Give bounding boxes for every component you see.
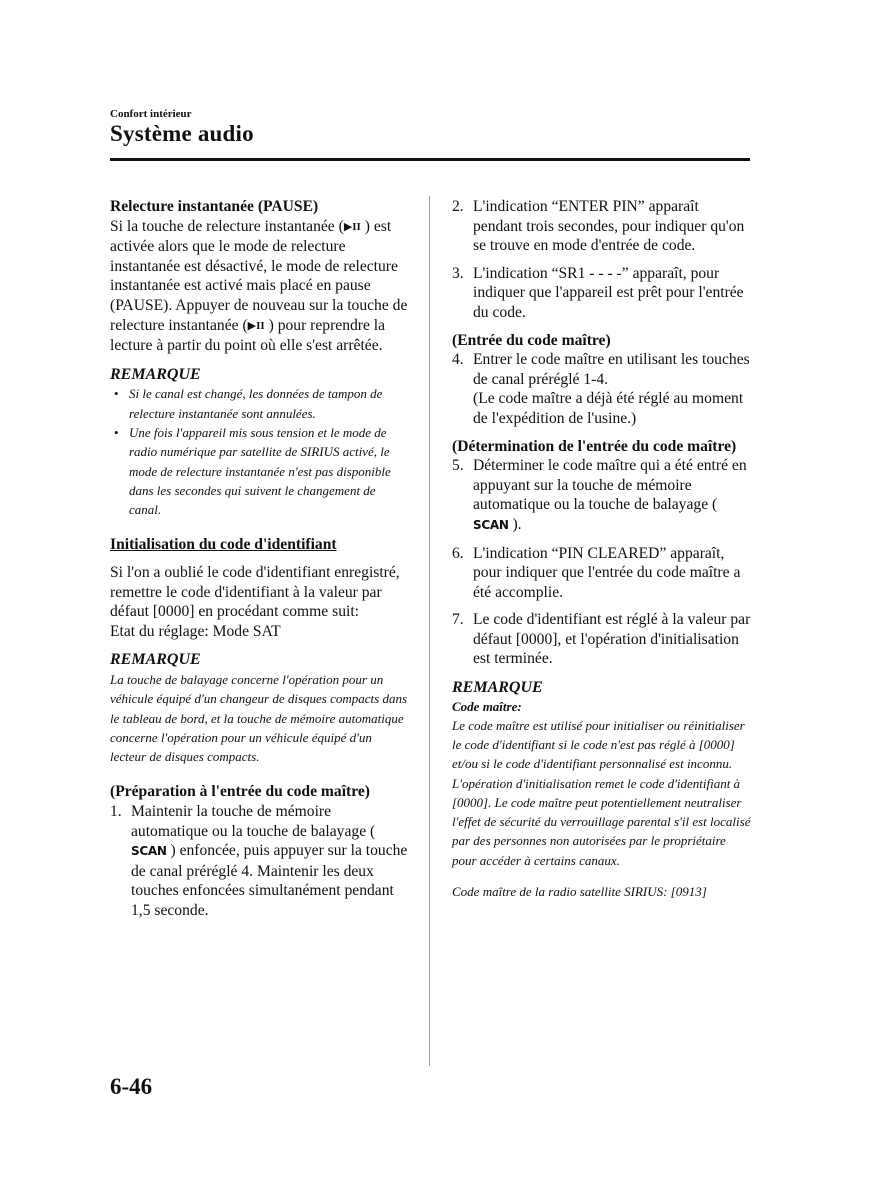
init-paragraph: Si l'on a oublié le code d'identifiant enregistré, remettre le code d'identifiant à la valeur par défaut [0000] en procédant comme suit: [110, 564, 400, 621]
step-text: Le code d'identifiant est réglé à la valeur par défaut [0000], et l'opération d'initialisation est terminée. [473, 611, 751, 668]
step-item [452, 544, 752, 603]
step-number: 6. [452, 544, 464, 562]
step-item [452, 264, 752, 323]
step-text: Maintenir la touche de mémoire automatique ou la touche de balayage ( [131, 803, 376, 840]
steps-list [452, 350, 752, 428]
play-pause-icon: ▶II [343, 220, 361, 233]
step-number: 2. [452, 198, 464, 215]
section-label: Confort intérieur [110, 108, 192, 120]
step-note: (Le code maître a déjà été réglé au moment de l'expédition de l'usine.) [473, 390, 744, 427]
step-text: L'indication “ENTER PIN” apparaît pendant trois secondes, pour indiquer qu'on se trouve en mode d'entrée de code. [473, 198, 745, 255]
code-maitre-text: Le code maître est utilisé pour initialiser ou réinitialiser le code d'identifiant si le code n'est pas réglé à [0000] et/ou si le code d'identifiant personnalisé est inconnu. L'opération d'initialisation remet le code d'identifiant à [0000]. Le code maître peut potentiellement neutraliser l'effet de sécurité du verrouillage parental s'il est localisé par des personnes non autorisées par le propriétaire pour accéder à certains canaux. [452, 717, 751, 868]
remarque-list [110, 384, 410, 519]
init-heading: Initialisation du code d'identifiant [110, 536, 337, 554]
step-item [452, 610, 752, 669]
step-text: ) enfoncée, puis appuyer sur la touche de canal préréglé 4. Maintenir les deux touches enfoncées simultanément pendant 1,5 seconde. [131, 842, 408, 920]
step-number: 3. [452, 264, 464, 282]
pause-heading: Relecture instantanée (PAUSE) [110, 198, 319, 215]
column-divider [429, 196, 430, 1066]
header-rule [110, 158, 750, 161]
remarque-text: La touche de balayage concerne l'opération pour un véhicule équipé d'un changeur de disques compacts dans le tableau de bord, et la touche de mémoire automatique concerne l'opération pour un véhicule équipé d'un lecteur de disques compacts. [110, 671, 408, 765]
remarque-item: • Une fois l'appareil mis sous tension et le mode de radio numérique par satellite de SIRIUS activé, le mode de relecture instantanée n'est pas disponible dans les secondes qui suivent le changement de canal. [110, 423, 410, 519]
step-number: 4. [452, 351, 464, 369]
step-number: 5. [452, 457, 464, 475]
steps-list [452, 197, 752, 323]
pause-text-1: Si la touche de relecture instantanée ( [110, 217, 344, 235]
step-number: 1. [110, 803, 122, 821]
pause-text-2: ) est activée alors que le mode de relecture instantanée est désactivé, le mode de relecture instantanée est activé mais placé en pause (PAUSE). Appuyer de nouveau sur la touche de relecture instantanée ( [110, 217, 408, 334]
step-item [452, 197, 752, 256]
remarque-item: • Si le canal est changé, les données de tampon de relecture instantanée sont annulées. [110, 384, 410, 423]
remarque-heading: REMARQUE [110, 365, 201, 383]
step-text: L'indication “PIN CLEARED” apparaît, pour indiquer que l'entrée du code maître a été accomplie. [473, 544, 741, 601]
remarque-heading: REMARQUE [110, 651, 201, 669]
step-text: Déterminer le code maître qui a été entré en appuyant sur la touche de mémoire automatique ou la touche de balayage ( [473, 457, 747, 514]
pause-paragraph [110, 217, 410, 356]
step-text: ). [508, 515, 522, 533]
step-item [452, 350, 752, 428]
steps-list [110, 802, 410, 921]
pause-text-3: ) pour reprendre la lecture à partir du point où elle s'est arrêtée. [110, 316, 386, 355]
step-item [110, 802, 410, 921]
determination-heading: (Détermination de l'entrée du code maître) [452, 437, 737, 455]
remarque-heading: REMARQUE [452, 679, 543, 697]
step-item [452, 456, 752, 535]
scan-icon: SCAN [131, 844, 167, 859]
init-state: Etat du réglage: Mode SAT [110, 622, 281, 640]
page-title: Système audio [110, 121, 254, 146]
scan-icon: SCAN [473, 517, 509, 532]
entry-heading: (Entrée du code maître) [452, 331, 611, 349]
page-number: 6-46 [110, 1074, 153, 1099]
step-text: L'indication “SR1 - - - -” apparaît, pour indiquer que l'appareil est prêt pour l'entrée du code. [473, 264, 744, 321]
play-pause-icon: ▶II [247, 319, 265, 332]
step-number: 7. [452, 611, 464, 629]
steps-list [452, 456, 752, 669]
step-text: Entrer le code maître en utilisant les touches de canal préréglé 1-4. [473, 351, 750, 388]
code-maitre-label: Code maître: [452, 698, 522, 714]
right-column [452, 197, 752, 901]
left-column [110, 197, 410, 921]
prep-heading: (Préparation à l'entrée du code maître) [110, 783, 370, 801]
sirius-code: Code maître de la radio satellite SIRIUS: [0913] [452, 884, 707, 900]
